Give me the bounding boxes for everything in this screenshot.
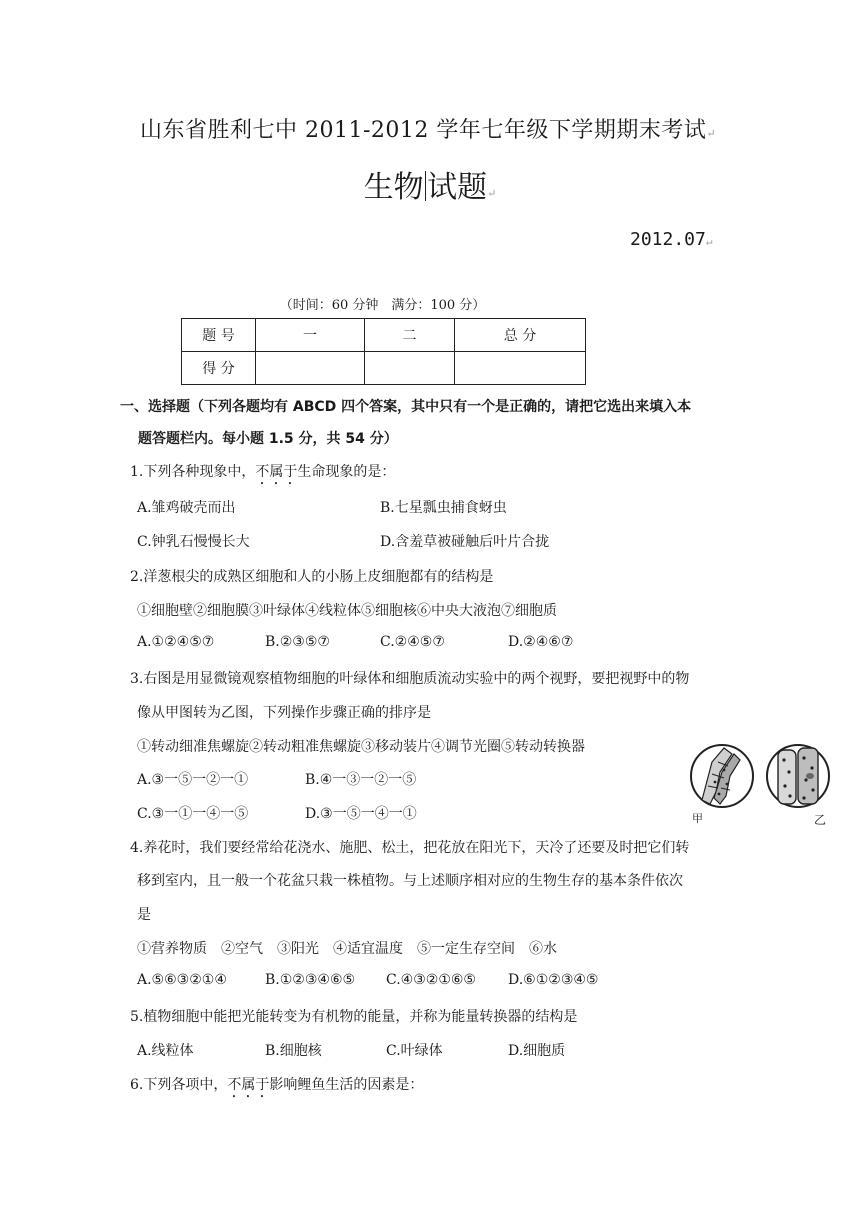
- option-c: C.③一①一④一⑤: [137, 806, 249, 822]
- microscope-view-illustration: [688, 742, 834, 826]
- option-a: A.⑤⑥③②①④: [137, 972, 227, 988]
- paragraph-mark: ↵: [705, 235, 713, 248]
- stem-text: 生命现象的是：: [297, 464, 396, 480]
- score-table-score-row: [182, 352, 586, 385]
- option-b: B.七星瓢虫捕食蚜虫: [380, 500, 507, 516]
- score-cell: [256, 352, 365, 385]
- text-cursor: [425, 171, 427, 201]
- exam-title-text: 山东省胜利七中 2011-2012 学年七年级下学期期末考试: [140, 118, 707, 143]
- stem-text: 影响鲤鱼生活的因素是：: [269, 1077, 424, 1093]
- question-3-stem: 3.右图是用显微镜观察植物细胞的叶绿体和细胞质流动实验中的两个视野，要把视野中的物: [130, 671, 690, 687]
- section-heading: 一、选择题（下列各题均有 ABCD 四个答案，其中只有一个是正确的，请把它选出来填入本: [120, 399, 692, 415]
- score-cell: [455, 352, 586, 385]
- option-b: B.②③⑤⑦: [265, 634, 330, 650]
- question-3-stem-cont: 像从甲图转为乙图，下列操作步骤正确的排序是: [137, 705, 431, 721]
- stem-text: 1.下列各种现象中，: [130, 464, 256, 480]
- question-4-stem-cont: 是: [137, 907, 151, 923]
- score-cell: 得 分: [182, 352, 256, 385]
- score-cell: [365, 352, 455, 385]
- score-table-header-row: [182, 319, 586, 352]
- option-d: D.③一⑤一④一①: [305, 806, 417, 822]
- option-d: D.⑥①②③④⑤: [508, 972, 599, 988]
- option-d: D.含羞草被碰触后叶片合拢: [380, 534, 550, 550]
- option-c: C.④③②①⑥⑤: [386, 972, 476, 988]
- exam-title: [140, 113, 717, 144]
- option-c: C.②④⑤⑦: [380, 634, 445, 650]
- question-5-stem: 5.植物细胞中能把光能转变为有机物的能量，并称为能量转换器的结构是: [130, 1009, 578, 1025]
- option-c: C.叶绿体: [386, 1043, 443, 1059]
- question-1-stem: [130, 461, 395, 488]
- exam-date: [630, 229, 712, 250]
- question-6-stem: [130, 1074, 423, 1101]
- question-2-stem: 2.洋葱根尖的成熟区细胞和人的小肠上皮细胞都有的结构是: [130, 569, 494, 585]
- question-4-stem: 4.养花时，我们要经常给花浇水、施肥、松土，把花放在阳光下，天冷了还要及时把它们转: [130, 840, 690, 856]
- paragraph-mark: ↵: [706, 127, 717, 140]
- option-d: D.②④⑥⑦: [508, 634, 574, 650]
- option-a: A.③一⑤一②一①: [137, 772, 249, 788]
- score-cell: 二: [365, 319, 455, 352]
- question-3-items: ①转动细准焦螺旋②转动粗准焦螺旋③移动装片④调节光圈⑤转动转换器: [137, 739, 585, 755]
- question-4-stem-cont: 移到室内，且一般一个花盆只栽一株植物。与上述顺序相对应的生物生存的基本条件依次: [137, 873, 683, 889]
- score-cell: 题 号: [182, 319, 256, 352]
- option-a: A.①②④⑤⑦: [137, 634, 215, 650]
- option-b: B.①②③④⑥⑤: [265, 972, 356, 988]
- option-d: D.细胞质: [508, 1043, 566, 1059]
- option-b: B.④一③一②一⑤: [305, 772, 417, 788]
- figure-label-jia: 甲: [692, 812, 703, 825]
- subject-title-part1: 生物: [363, 170, 424, 205]
- option-c: C.钟乳石慢慢长大: [137, 534, 250, 550]
- subject-title: [330, 162, 530, 206]
- figure-label-yi: 乙: [814, 813, 827, 826]
- option-a: A.雏鸡破壳而出: [137, 500, 236, 516]
- score-cell: 总 分: [455, 319, 586, 352]
- option-a: A.线粒体: [137, 1043, 194, 1059]
- emphasized-text: 不属于: [255, 464, 298, 480]
- paragraph-mark: ↵: [487, 187, 497, 200]
- score-table: [181, 318, 586, 385]
- score-cell: 一: [256, 319, 365, 352]
- microscope-fields-figure: [688, 742, 834, 826]
- emphasized-text: 不属于: [227, 1077, 270, 1093]
- exam-date-text: 2012.07: [630, 229, 706, 250]
- exam-info: （时间：60 分钟 满分：100 分）: [279, 298, 486, 313]
- stem-text: 6.下列各项中，: [130, 1077, 228, 1093]
- question-4-items: ①营养物质 ②空气 ③阳光 ④适宜温度 ⑤一定生存空间 ⑥水: [137, 941, 557, 957]
- section-heading-cont: 题答题栏内。每小题 1.5 分，共 54 分）: [138, 431, 398, 447]
- question-2-items: ①细胞壁②细胞膜③叶绿体④线粒体⑤细胞核⑥中央大液泡⑦细胞质: [137, 603, 557, 619]
- option-b: B.细胞核: [265, 1043, 322, 1059]
- subject-title-part2: 试题: [427, 170, 488, 205]
